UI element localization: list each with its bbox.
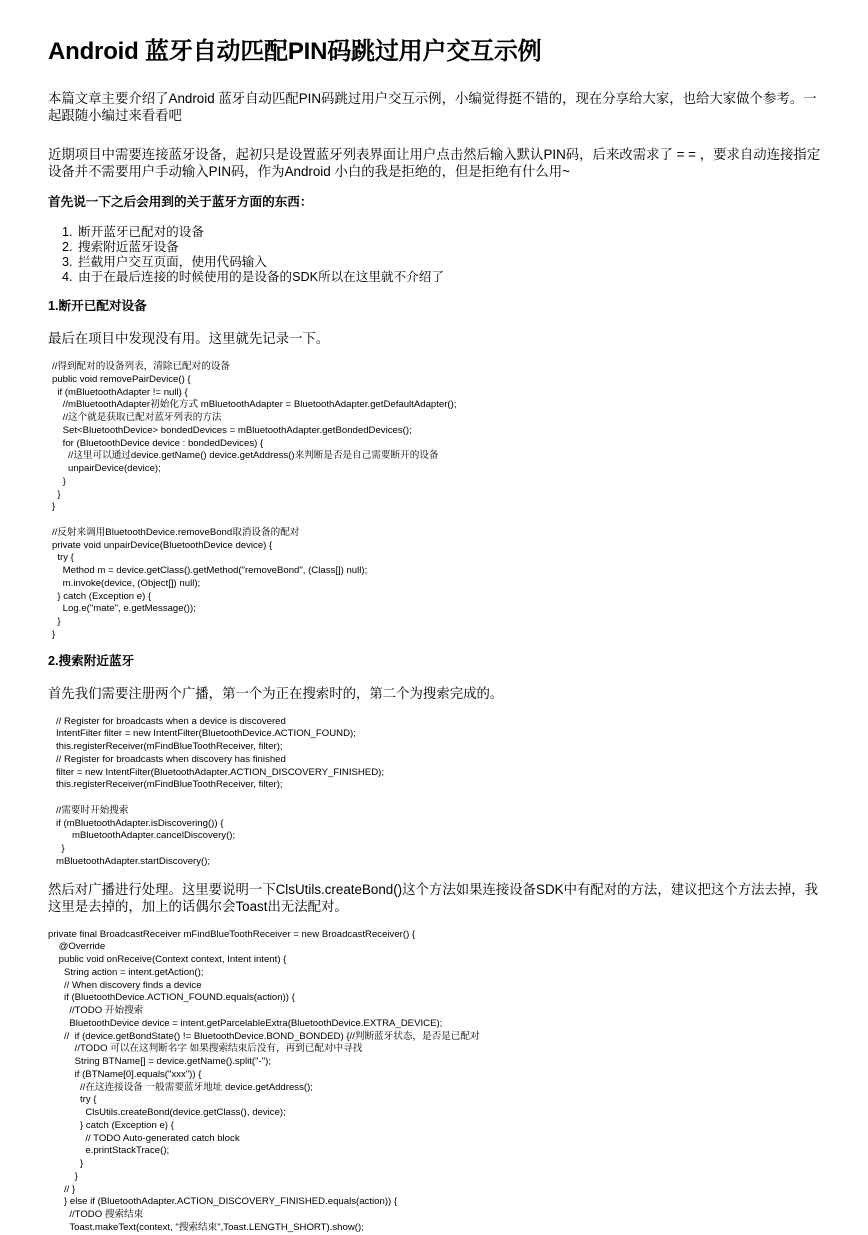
topic-list bbox=[48, 225, 822, 285]
list-item: 3. 拦截用户交互页面，使用代码输入 bbox=[76, 255, 822, 270]
code-block-discovery: // Register for broadcasts when a device is discovered IntentFilter filter = new IntentFilter(BluetoothDevice.ACTION_FOUND); this.registerReceiver(mFindBlueToothReceiver, filter); // Register for broadcasts when discovery has finished filter = new IntentFilter(BluetoothAdapter.ACTION_DISCOVERY_FINISHED); this.registerReceiver(mFindBlueToothReceiver, filter); //需要时开始搜索 if (mBluetoothAdapter.isDiscovering()) { mBluetoothAdapter.cancelDiscovery(); } mBluetoothAdapter.startDiscovery(); bbox=[56, 715, 384, 867]
section-1-heading: 1.断开已配对设备 bbox=[48, 299, 147, 313]
code-block-unpair: //得到配对的设备列表，清除已配对的设备 public void removePairDevice() { if (mBluetoothAdapter != null) { //mBluetoothAdapter初始化方式 mBluetoothAdapter = BluetoothAdapter.getDefaultAdapter(); //这个就是获取已配对蓝牙列表的方法 Set<BluetoothDevice> bondedDevices = mBluetoothAdapter.getBondedDevices(); for (BluetoothDevice device : bondedDevices) { //这里可以通过device.getName() device.getAddress()来判断是否是自己需要断开的设备 unpairDevice(device); } } } //反射来调用BluetoothDevice.removeBond取消设备的配对 private void unpairDevice(BluetoothDevice device) { try { Method m = device.getClass().getMethod("removeBond", (Class[]) null); m.invoke(device, (Object[]) null); } catch (Exception e) { Log.e("mate", e.getMessage()); } } bbox=[52, 361, 457, 640]
list-item: 1. 断开蓝牙已配对的设备 bbox=[76, 225, 822, 240]
list-item: 4. 由于在最后连接的时候使用的是设备的SDK所以在这里就不介绍了 bbox=[76, 270, 822, 285]
intro-paragraph: 本篇文章主要介绍了Android 蓝牙自动匹配PIN码跳过用户交互示例，小编觉得挺不错的，现在分享给大家，也给大家做个参考。一起跟随小编过来看看吧 bbox=[48, 91, 817, 123]
page-title: Android 蓝牙自动匹配PIN码跳过用户交互示例 bbox=[48, 38, 542, 65]
background-paragraph: 近期项目中需要连接蓝牙设备，起初只是设置蓝牙列表界面让用户点击然后输入默认PIN码，后来改需求了 = = ，要求自动连接指定设备并不需要用户手动输入PIN码，作为Android 小白的我是拒绝的，但是拒绝有什么用~ bbox=[48, 147, 821, 179]
receiver-paragraph: 然后对广播进行处理。这里要说明一下ClsUtils.createBond()这个方法如果连接设备SDK中有配对的方法，建议把这个方法去掉，我这里是去掉的，加上的话偶尔会Toast出无法配对。 bbox=[48, 881, 819, 914]
list-item: 2. 搜索附近蓝牙设备 bbox=[76, 240, 822, 255]
code-block-receiver: private final BroadcastReceiver mFindBlueToothReceiver = new BroadcastReceiver() { @Override public void onReceive(Context context, Intent intent) { String action = intent.getAction(); // When discovery finds a device if (BluetoothDevice.ACTION_FOUND.equals(action)) { //TODO 开始搜索 BluetoothDevice device = intent.getParcelableExtra(BluetoothDevice.EXTRA_DEVICE); // if (device.getBondState() != BluetoothDevice.BOND_BONDED) {//判断蓝牙状态，是否是已配对 //TODO 可以在这判断名字 如果搜索结束后没有，再到已配对中寻找 String BTName[] = device.getName().split("-"); if (BTName[0].equals("xxx")) { //在这连接设备 一般需要蓝牙地址 device.getAddress(); try { ClsUtils.createBond(device.getClass(), device); } catch (Exception e) { // TODO Auto-generated catch block e.printStackTrace(); } } // } } else if (BluetoothAdapter.ACTION_DISCOVERY_FINISHED.equals(action)) { //TODO 搜索结束 Toast.makeText(context, "搜索结束",Toast.LENGTH_SHORT).show(); bbox=[48, 928, 480, 1233]
section-2-text: 首先我们需要注册两个广播，第一个为正在搜索时的，第二个为搜索完成的。 bbox=[48, 685, 504, 701]
section-2-heading: 2.搜索附近蓝牙 bbox=[48, 653, 135, 668]
section-1-text: 最后在项目中发现没有用。这里就先记录一下。 bbox=[48, 331, 330, 346]
list-heading: 首先说一下之后会用到的关于蓝牙方面的东西： bbox=[48, 195, 313, 209]
